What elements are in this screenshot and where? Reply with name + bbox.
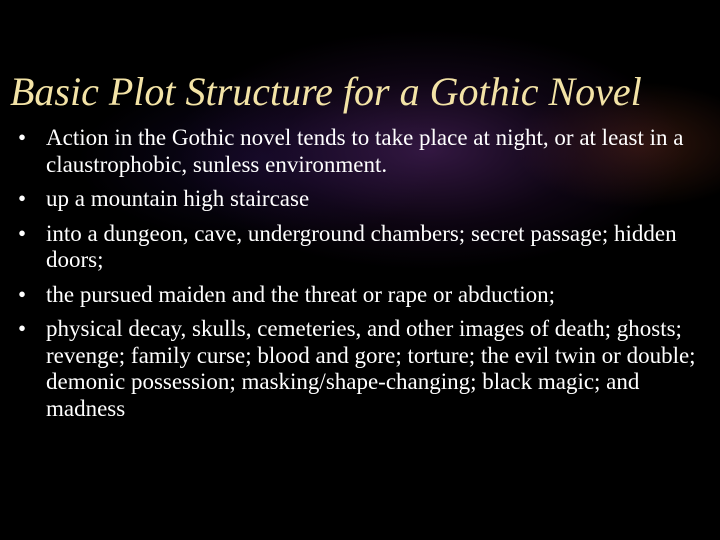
bullet-dot-icon: • [18, 316, 27, 341]
bullet-dot-icon: • [18, 186, 27, 211]
bullet-item-3 [18, 221, 708, 274]
bullet-list [18, 125, 708, 430]
bullet-item-4 [18, 282, 708, 309]
bullet-dot-icon: • [18, 281, 27, 307]
bullet-dot-icon: • [18, 220, 27, 246]
slide-title: Basic Plot Structure for a Gothic Novel [10, 69, 642, 114]
bullet-text-1: Action in the Gothic novel tends to take place at night, or at least in a claustrophobic, sunless environment. [46, 125, 684, 177]
bullet-item-5 [18, 316, 708, 422]
bullet-text-4: the pursued maiden and the threat or rape or abduction; [46, 281, 556, 307]
bullet-text-3: into a dungeon, cave, underground chambers; secret passage; hidden doors; [46, 220, 677, 272]
bullet-text-5: physical decay, skulls, cemeteries, and other images of death; ghosts; revenge; family curse; blood and gore; torture; the evil twin or double; demonic possession; masking/shape-changing; black magic; and madness [46, 316, 696, 421]
bullet-item-1 [18, 125, 708, 178]
bullet-item-2 [18, 186, 708, 213]
bullet-dot-icon: • [18, 125, 27, 150]
bullet-text-2: up a mountain high staircase [46, 186, 310, 211]
